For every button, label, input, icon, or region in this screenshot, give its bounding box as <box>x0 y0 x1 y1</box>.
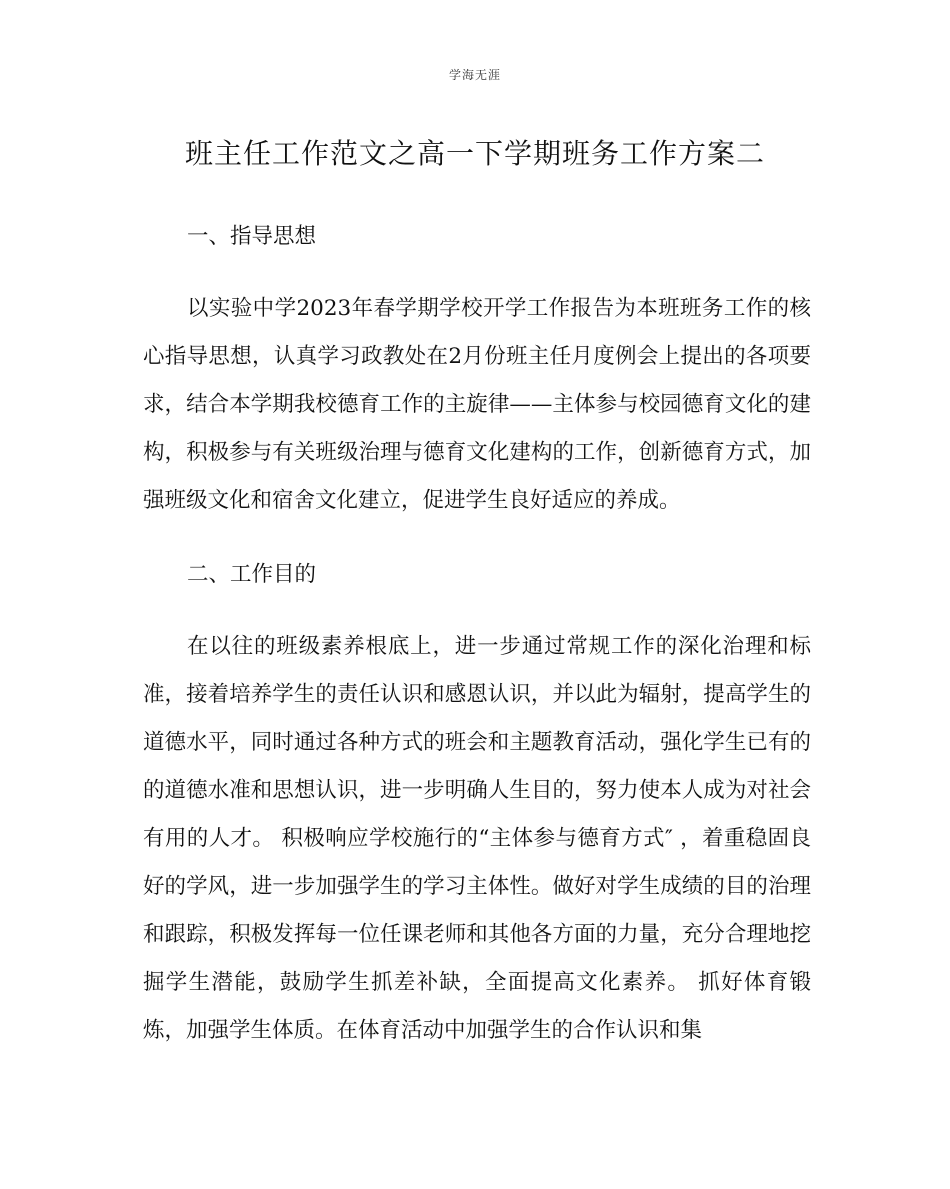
section-heading-work-goals: 二、工作目的 <box>187 562 317 587</box>
running-header: 学海无涯 <box>448 68 501 82</box>
paragraph-text: 以实验中学2023年春学期学校开学工作报告为本班班务工作的核心指导思想，认真学习政教处在2月份班主任月度例会上提出的各项要求，结合本学期我校德育工作的主旋律——主体参与校园德育文化的建构，积极参与有关班级治理与德育文化建构的工作，创新德育方式，加强班级文化和宿舍文化建立，促进学生良好适应的养成。 <box>143 296 811 513</box>
paragraph-text: 在以往的班级素养根底上，进一步通过常规工作的深化治理和标准，接着培养学生的责任认识和感恩认识，并以此为辐射，提高学生的道德水平，同时通过各种方式的班会和主题教育活动，强化学生已有的的道德水准和思想认识，进一步明确人生目的，努力使本人成为对社会有用的人才。 积极响应学校施行的“主体参与德育方式″ ，着重稳固良好的学风，进一步加强学生的学习主体性。做好对学生成绩的目的治理和跟踪，积极发挥每一位任课老师和其他各方面的力量，充分合理地挖掘学生潜能，鼓励学生抓差补缺，全面提高文化素养。 抓好体育锻炼，加强学生体质。在体育活动中加强学生的合作认识和集 <box>143 634 811 1043</box>
section-heading-guiding-ideology: 一、指导思想 <box>187 224 317 249</box>
section-paragraph-work-goals <box>143 623 811 1055</box>
document-title: 班主任工作范文之高一下学期班务工作方案二 <box>184 137 765 170</box>
section-paragraph-guiding-ideology <box>143 285 811 525</box>
